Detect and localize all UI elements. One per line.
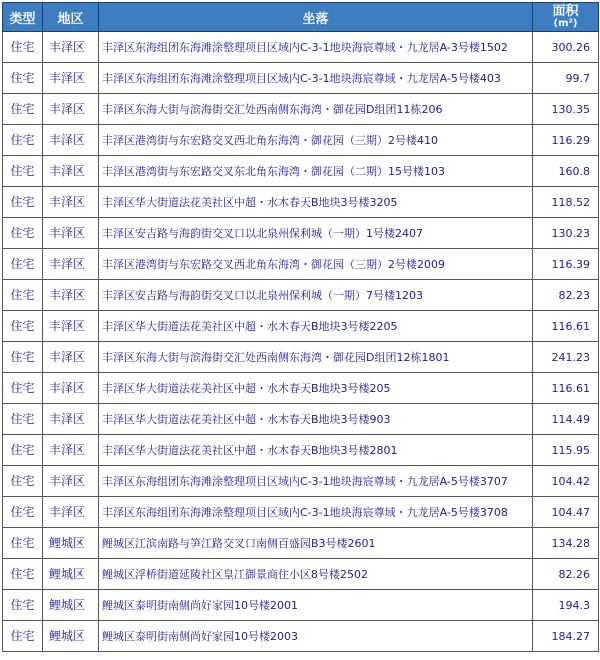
cell-type: 住宅: [3, 187, 43, 218]
cell-district: 丰泽区: [43, 404, 99, 435]
cell-address: 丰泽区华大街道法花美社区中超・水木春天B地块3号楼3205: [99, 187, 533, 218]
cell-address: 丰泽区华大街道法花美社区中超・水木春天B地块3号楼2205: [99, 311, 533, 342]
cell-district: 丰泽区: [43, 280, 99, 311]
table-row: [3, 218, 599, 249]
cell-address: 丰泽区东海组团东海滩涂整理项目区域内C-3-1地块海宸尊域・九龙居A-5号楼3708: [99, 497, 533, 528]
cell-address: 丰泽区华大街道法花美社区中超・水木春天B地块3号楼903: [99, 404, 533, 435]
cell-type: 住宅: [3, 311, 43, 342]
cell-area: 104.42: [533, 466, 599, 497]
table-row: [3, 435, 599, 466]
cell-type: 住宅: [3, 125, 43, 156]
cell-district: 鲤城区: [43, 559, 99, 590]
cell-area: 115.95: [533, 435, 599, 466]
cell-district: 丰泽区: [43, 218, 99, 249]
cell-district: 丰泽区: [43, 187, 99, 218]
table-row: [3, 249, 599, 280]
cell-type: 住宅: [3, 528, 43, 559]
cell-district: 丰泽区: [43, 63, 99, 94]
table-row: [3, 94, 599, 125]
cell-district: 丰泽区: [43, 32, 99, 63]
cell-address: 丰泽区东海组团东海滩涂整理项目区域内C-3-1地块海宸尊域・九龙居A-3号楼1502: [99, 32, 533, 63]
cell-address: 丰泽区港湾街与东宏路交叉西北角东海湾・御花园（三期）2号楼2009: [99, 249, 533, 280]
cell-type: 住宅: [3, 590, 43, 621]
cell-district: 鲤城区: [43, 528, 99, 559]
cell-type: 住宅: [3, 559, 43, 590]
cell-district: 丰泽区: [43, 342, 99, 373]
cell-type: 住宅: [3, 94, 43, 125]
cell-address: 丰泽区东海大街与滨海街交汇处西南侧东海湾・御花园D组团11栋206: [99, 94, 533, 125]
table-row: [3, 280, 599, 311]
table-row: [3, 32, 599, 63]
table-row: [3, 528, 599, 559]
cell-area: 118.52: [533, 187, 599, 218]
header-address: 坐落: [99, 3, 533, 32]
cell-area: 116.29: [533, 125, 599, 156]
cell-area: 116.39: [533, 249, 599, 280]
cell-area: 104.47: [533, 497, 599, 528]
cell-district: 鲤城区: [43, 590, 99, 621]
table-row: [3, 559, 599, 590]
cell-district: 丰泽区: [43, 435, 99, 466]
cell-address: 鲤城区浮桥街道延陵社区皇冮御景商住小区8号楼2502: [99, 559, 533, 590]
cell-type: 住宅: [3, 156, 43, 187]
cell-type: 住宅: [3, 466, 43, 497]
table-row: [3, 497, 599, 528]
header-area-unit: (m²): [553, 18, 578, 29]
table-row: [3, 373, 599, 404]
cell-area: 116.61: [533, 311, 599, 342]
header-type: 类型: [3, 3, 43, 32]
cell-type: 住宅: [3, 497, 43, 528]
cell-district: 鲤城区: [43, 621, 99, 652]
cell-address: 丰泽区安吉路与海韵街交叉口以北泉州保利城（一期）1号楼2407: [99, 218, 533, 249]
cell-type: 住宅: [3, 621, 43, 652]
cell-area: 130.23: [533, 218, 599, 249]
cell-address: 丰泽区东海组团东海滩涂整理项目区域内C-3-1地块海宸尊域・九龙居A-5号楼3707: [99, 466, 533, 497]
cell-district: 丰泽区: [43, 156, 99, 187]
cell-address: 鲤城区江滨南路与笋江路交叉口南侧百盛园B3号楼2601: [99, 528, 533, 559]
cell-address: 丰泽区安吉路与海韵街交叉口以北泉州保利城（一期）7号楼1203: [99, 280, 533, 311]
cell-area: 134.28: [533, 528, 599, 559]
table-row: [3, 404, 599, 435]
cell-address: 丰泽区东海大街与滨海街交汇处西南侧东海湾・御花园D组团12栋1801: [99, 342, 533, 373]
table-row: [3, 311, 599, 342]
cell-type: 住宅: [3, 342, 43, 373]
cell-type: 住宅: [3, 32, 43, 63]
cell-area: 114.49: [533, 404, 599, 435]
cell-district: 丰泽区: [43, 249, 99, 280]
property-table: [2, 2, 599, 652]
table-row: [3, 63, 599, 94]
header-area-label: 面积: [552, 4, 579, 19]
cell-area: 241.23: [533, 342, 599, 373]
cell-area: 82.23: [533, 280, 599, 311]
table-row: [3, 156, 599, 187]
table-row: [3, 187, 599, 218]
cell-district: 丰泽区: [43, 311, 99, 342]
table-row: [3, 342, 599, 373]
cell-area: 300.26: [533, 32, 599, 63]
table-row: [3, 621, 599, 652]
header-area: [533, 3, 599, 32]
cell-address: 鲤城区泰明街南侧尚好家园10号楼2003: [99, 621, 533, 652]
cell-type: 住宅: [3, 249, 43, 280]
table-row: [3, 466, 599, 497]
header-row: [3, 3, 599, 32]
cell-address: 丰泽区东海组团东海滩涂整理项目区域内C-3-1地块海宸尊域・九龙居A-5号楼403: [99, 63, 533, 94]
cell-area: 99.7: [533, 63, 599, 94]
cell-area: 160.8: [533, 156, 599, 187]
cell-type: 住宅: [3, 280, 43, 311]
cell-address: 丰泽区港湾街与东宏路交叉西北角东海湾・御花园（三期）2号楼410: [99, 125, 533, 156]
table-row: [3, 590, 599, 621]
cell-district: 丰泽区: [43, 497, 99, 528]
cell-type: 住宅: [3, 435, 43, 466]
cell-area: 82.26: [533, 559, 599, 590]
cell-address: 鲤城区泰明街南侧尚好家园10号楼2001: [99, 590, 533, 621]
cell-district: 丰泽区: [43, 94, 99, 125]
cell-address: 丰泽区港湾街与东宏路交叉东北角东海湾・御花园（二期）15号楼103: [99, 156, 533, 187]
cell-district: 丰泽区: [43, 373, 99, 404]
table-row: [3, 125, 599, 156]
cell-area: 184.27: [533, 621, 599, 652]
cell-area: 116.61: [533, 373, 599, 404]
cell-area: 194.3: [533, 590, 599, 621]
cell-type: 住宅: [3, 63, 43, 94]
cell-district: 丰泽区: [43, 125, 99, 156]
cell-area: 130.35: [533, 94, 599, 125]
cell-type: 住宅: [3, 218, 43, 249]
cell-address: 丰泽区华大街道法花美社区中超・水木春天B地块3号楼2801: [99, 435, 533, 466]
cell-type: 住宅: [3, 404, 43, 435]
cell-address: 丰泽区华大街道法花美社区中超・水木春天B地块3号楼205: [99, 373, 533, 404]
cell-district: 丰泽区: [43, 466, 99, 497]
cell-type: 住宅: [3, 373, 43, 404]
header-district: 地区: [43, 3, 99, 32]
